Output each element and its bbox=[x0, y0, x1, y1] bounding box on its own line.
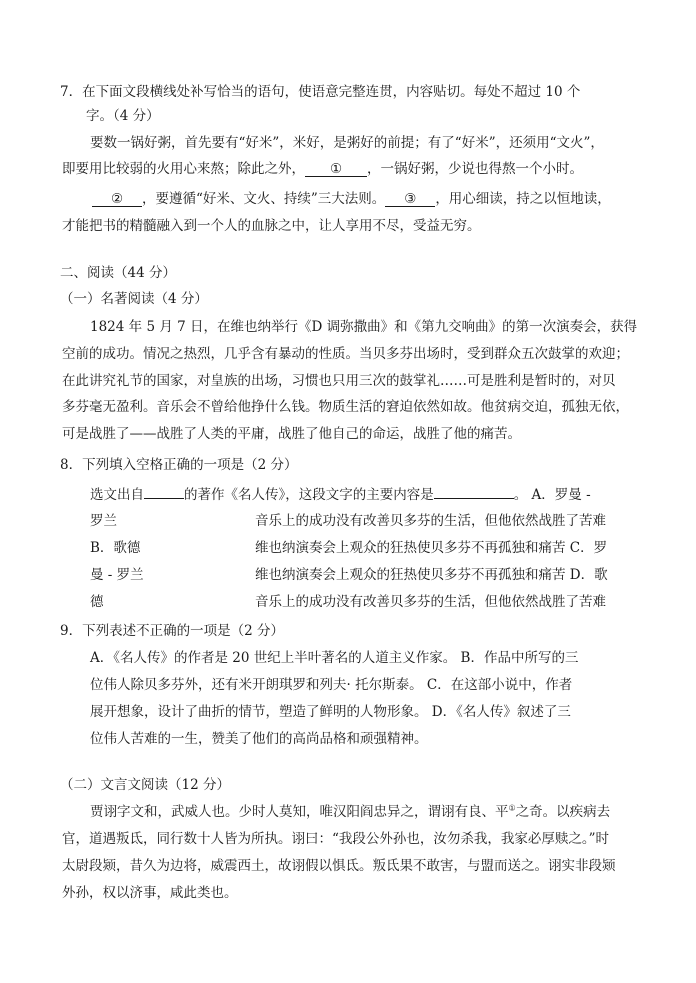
q7-passage-line2 bbox=[62, 160, 583, 178]
mingzhu-passage-line5: 可是战胜了——战胜了人类的平庸，战胜了他自己的命运，战胜了他的痛苦。 bbox=[62, 426, 521, 442]
q7-passage-line1: 要数一锅好粥，首先要有“好米”，米好，是粥好的前提；有了“好米”，还须用“文火”， bbox=[90, 135, 604, 151]
q8-option-right-1: 音乐上的成功没有改善贝多芬的生活，但他依然战胜了苦难 bbox=[255, 513, 606, 529]
q9-title: 9．下列表述不正确的一项是（2 分） bbox=[60, 623, 284, 639]
q8-option-left-4: 德 bbox=[90, 594, 104, 610]
mingzhu-passage-line4: 多芬毫无盈利。音乐会不曾给他挣什么钱。物质生活的窘迫依然如故。他贫病交迫，孤独无依， bbox=[62, 399, 629, 415]
q7-passage-line4: 才能把书的精髓融入到一个人的血脉之中，让人享用不尽，受益无穷。 bbox=[62, 218, 481, 234]
q8-option-right-3: 维也纳演奏会上观众的狂热使贝多芬不再孤独和痛苦 D．歌 bbox=[255, 567, 608, 583]
q8-option-left-3: 曼 - 罗兰 bbox=[90, 567, 144, 583]
q8-option-right-2: 维也纳演奏会上观众的狂热使贝多芬不再孤独和痛苦 C．罗 bbox=[255, 540, 608, 556]
mingzhu-passage-line1: 1824 年 5 月 7 日，在维也纳举行《D 调弥撒曲》和《第九交响曲》的第一次演奏会，获得 bbox=[90, 319, 638, 335]
q8-blank-content[interactable] bbox=[434, 484, 514, 499]
q7-passage-line2-a: 即要用比较弱的火用心来熬；除此之外， bbox=[62, 161, 305, 177]
mingzhu-passage-line2: 空前的成功。情况之热烈，几乎含有暴动的性质。当贝多芬出场时，受到群众五次鼓掌的欢迎； bbox=[62, 346, 629, 362]
q9-line2: 位伟人除贝多芬外，还有米开朗琪罗和列夫· 托尔斯泰。 C．在这部小说中，作者 bbox=[90, 677, 573, 693]
q7-blank-2[interactable]: ② bbox=[92, 192, 142, 207]
q8-title: 8．下列填入空格正确的一项是（2 分） bbox=[60, 457, 298, 473]
footnote-marker: ① bbox=[508, 803, 516, 813]
q7-passage-line3-b: ，用心细读，持之以恒地读， bbox=[435, 191, 611, 207]
q7-blank-3[interactable]: ③ bbox=[385, 192, 435, 207]
wenyan-line1-b: 之奇。以疾病去 bbox=[515, 804, 611, 820]
q8-option-left-1: 罗兰 bbox=[90, 513, 117, 529]
q9-line3: 展开想象，设计了曲折的情节，塑造了鲜明的人物形象。 D．《名人传》叙述了三 bbox=[90, 704, 571, 720]
q7-passage-line3 bbox=[92, 190, 611, 208]
q8-blank-author[interactable] bbox=[144, 484, 184, 499]
q7-blank-1[interactable]: ① bbox=[305, 162, 367, 177]
q8-option-left-2: B．歌德 bbox=[90, 540, 141, 556]
wenyan-line3: 太尉段颎，昔久为边将，威震西土，故诩假以惧氐。叛氐果不敢害，与盟而送之。诩实非段颎 bbox=[62, 858, 616, 874]
q8-stem bbox=[90, 484, 591, 504]
q8-stem-b: 的著作《名人传》，这段文字的主要内容是 bbox=[184, 487, 434, 503]
q8-stem-c: 。 A．罗曼 - bbox=[513, 487, 591, 503]
section2-sub1-title: （一）名著阅读（4 分） bbox=[60, 291, 208, 307]
q7-title-line1: 7．在下面文段横线处补写恰当的语句，使语意完整连贯，内容贴切。每处不超过 10 个 bbox=[60, 84, 581, 100]
q7-passage-line2-b: ，一锅好粥，少说也得熬一个小时。 bbox=[367, 161, 583, 177]
q9-line1: A．《名人传》的作者是 20 世纪上半叶著名的人道主义作家。 B．作品中所写的三 bbox=[90, 650, 579, 666]
mingzhu-passage-line3: 在此讲究礼节的国家，对皇族的出场，习惯也只用三次的鼓掌礼……可是胜利是暂时的，对贝 bbox=[62, 373, 616, 389]
wenyan-line1 bbox=[90, 803, 610, 821]
section2-title: 二、阅读（44 分） bbox=[60, 265, 176, 281]
q9-line4: 位伟人苦难的一生，赞美了他们的高尚品格和顽强精神。 bbox=[90, 731, 428, 747]
q8-stem-a: 选文出自 bbox=[90, 487, 144, 503]
wenyan-line2: 官，道遇叛氐，同行数十人皆为所执。诩曰：“我段公外孙也，汝勿杀我，我家必厚赎之。”时 bbox=[62, 831, 610, 847]
q7-title-line2: 字。（4 分） bbox=[86, 108, 160, 124]
wenyan-title: （二）文言文阅读（12 分） bbox=[60, 777, 230, 793]
wenyan-line1-a: 贾诩字文和，武威人也。少时人莫知，唯汉阳阎忠异之，谓诩有良、平 bbox=[90, 804, 509, 820]
q7-passage-line3-a: ，要遵循“好米、文火、持续”三大法则。 bbox=[142, 191, 386, 207]
q8-option-right-4: 音乐上的成功没有改善贝多芬的生活，但他依然战胜了苦难 bbox=[255, 594, 606, 610]
wenyan-line4: 外孙，权以济事，咸此类也。 bbox=[62, 885, 238, 901]
